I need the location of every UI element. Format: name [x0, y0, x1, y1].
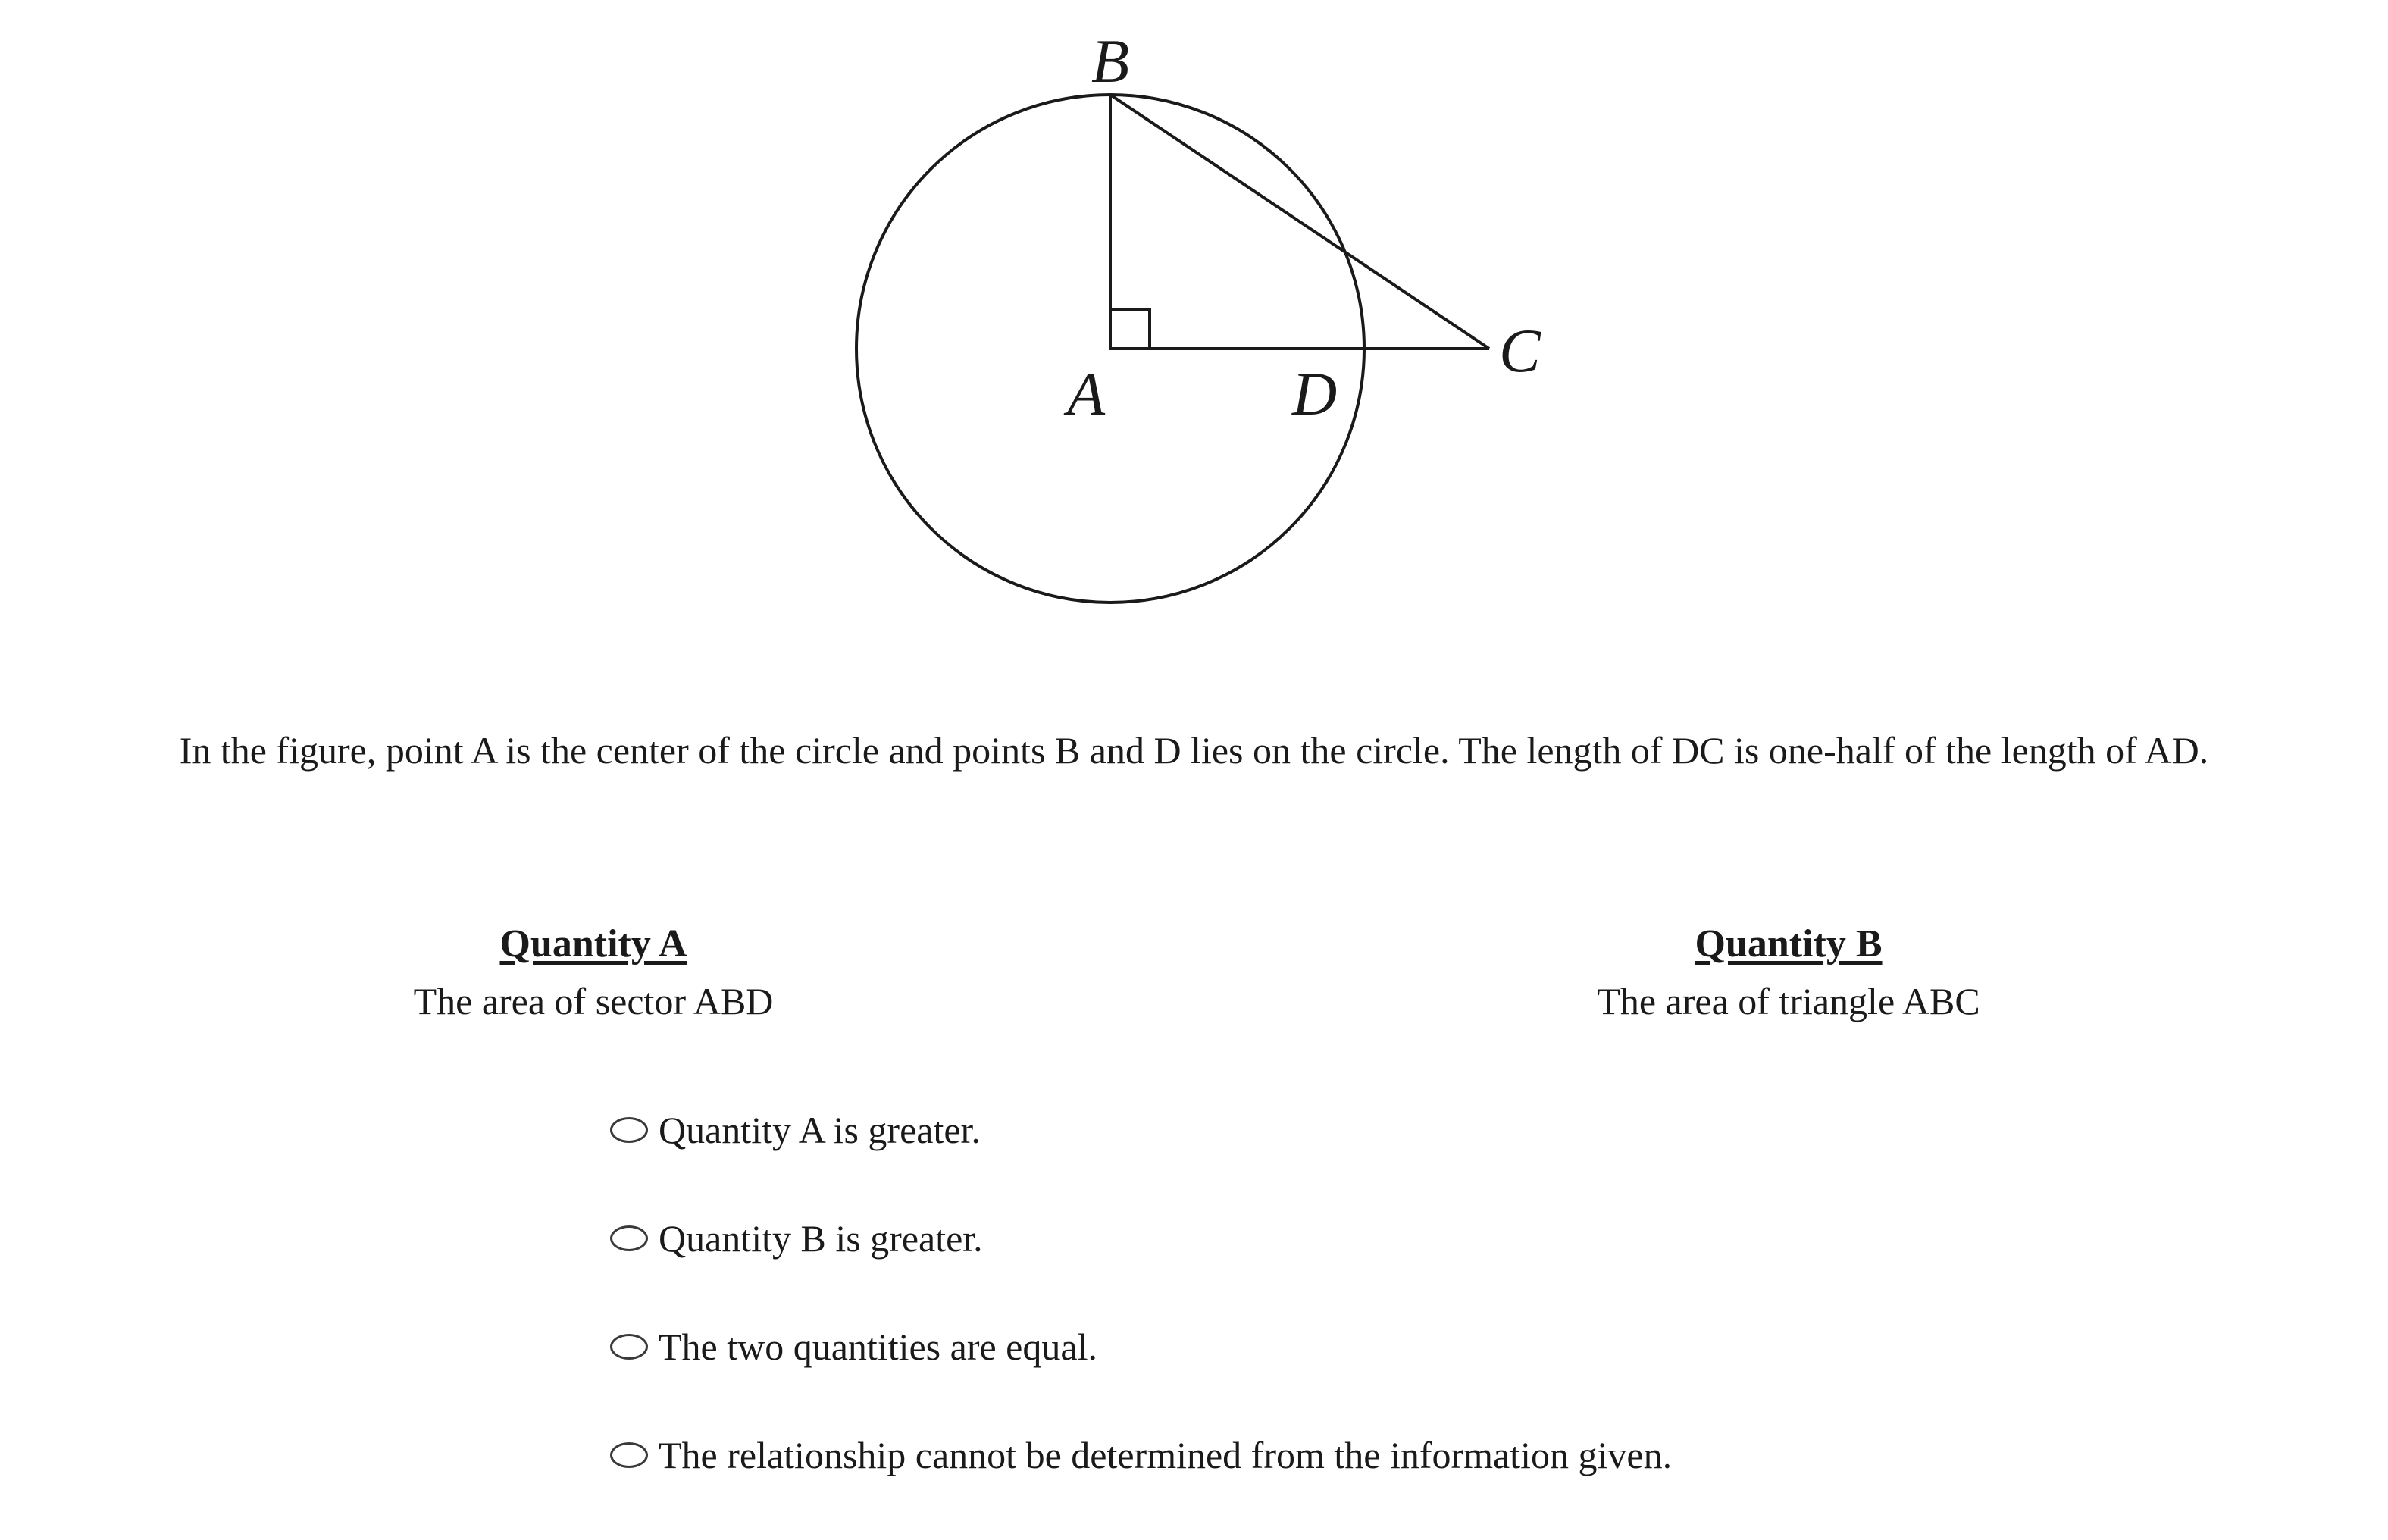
radio-button[interactable]	[610, 1442, 648, 1468]
geometry-figure	[818, 15, 1576, 621]
label-c: C	[1499, 316, 1541, 385]
quantity-b-text: The area of triangle ABC	[1597, 980, 1980, 1023]
label-d: D	[1292, 359, 1338, 428]
option-label: The two quantities are equal.	[659, 1326, 1097, 1368]
option-equal[interactable]	[610, 1323, 1672, 1370]
answer-options	[610, 1106, 1672, 1540]
radio-button[interactable]	[610, 1225, 648, 1251]
option-label: The relationship cannot be determined from the information given.	[659, 1434, 1673, 1476]
label-b: B	[1091, 27, 1130, 95]
right-angle-marker	[1110, 309, 1150, 349]
option-a-greater[interactable]	[610, 1106, 1672, 1153]
option-label: Quantity B is greater.	[659, 1217, 983, 1260]
radio-button[interactable]	[610, 1117, 648, 1143]
radio-button[interactable]	[610, 1334, 648, 1360]
quantity-a-heading: Quantity A	[499, 922, 687, 966]
segment-bc	[1110, 95, 1489, 349]
option-label: Quantity A is greater.	[659, 1109, 981, 1151]
option-cannot-determine[interactable]	[610, 1432, 1672, 1479]
quantity-b	[1410, 921, 2167, 1024]
option-b-greater[interactable]	[610, 1215, 1672, 1262]
label-a: A	[1067, 359, 1106, 428]
quantity-b-heading: Quantity B	[1695, 922, 1883, 966]
quantity-a-text: The area of sector ABD	[413, 980, 774, 1023]
quantity-a	[214, 921, 972, 1024]
question-text: In the figure, point A is the center of the circle and points B and D lies on the circle. The length of DC is one-half of the length of AD.	[179, 729, 2209, 772]
